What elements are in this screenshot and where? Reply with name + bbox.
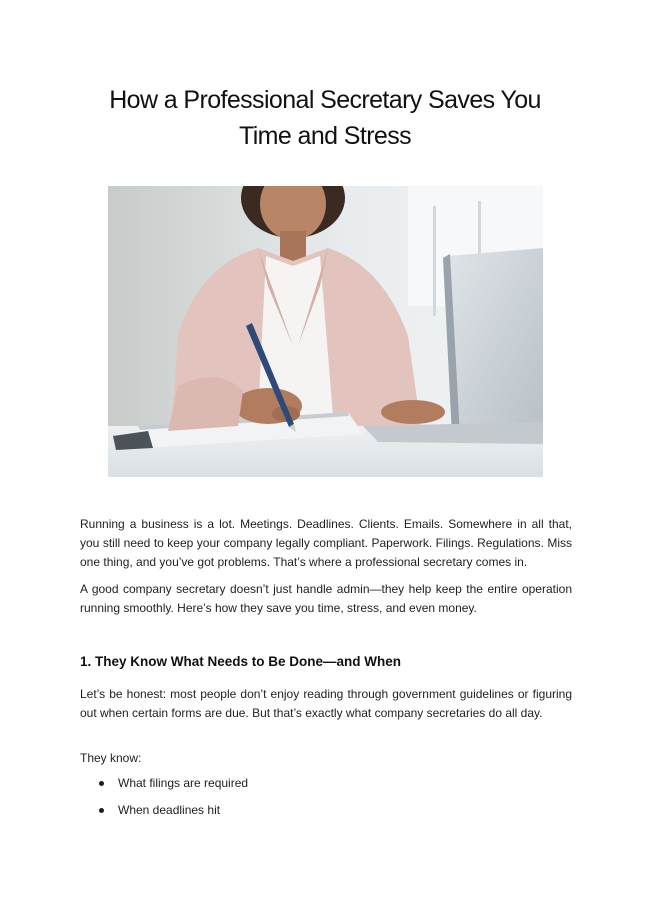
title-line-1: How a Professional Secretary Saves You xyxy=(109,86,541,114)
they-know-label: They know: xyxy=(80,751,142,765)
list-item-text: When deadlines hit xyxy=(118,803,221,817)
they-know-list xyxy=(80,774,248,828)
they-know-block xyxy=(80,749,572,768)
article-title xyxy=(60,82,590,154)
list-item-text: What filings are required xyxy=(118,776,249,790)
hero-photo xyxy=(108,186,543,477)
intro-paragraph: Running a business is a lot. Meetings. Deadlines. Clients. Emails. Somewhere in all that, you still need to keep your company legally compliant. Paperwork. Filings. Regulations. Miss one thing, and you’ve got problems. That’s where a professional secretary comes in. xyxy=(80,517,572,569)
second-paragraph: A good company secretary doesn’t just handle admin—they help keep the entire operation running smoothly. Here’s how they save you time, stress, and even money. xyxy=(80,582,572,615)
intro-paragraph-block xyxy=(80,515,572,572)
list-item xyxy=(80,801,248,828)
list-item xyxy=(80,774,248,801)
title-line-2: Time and Stress xyxy=(238,122,412,150)
section-1-paragraph-block xyxy=(80,685,572,723)
second-paragraph-block xyxy=(80,580,572,618)
bullet-icon xyxy=(99,808,104,813)
section-1-paragraph: Let’s be honest: most people don’t enjoy reading through government guidelines or figuring out when certain forms are due. But that’s exactly what company secretaries do all day. xyxy=(80,687,572,720)
secretary-writing-photo-icon xyxy=(108,186,543,477)
section-1-heading: 1. They Know What Needs to Be Done—and When xyxy=(80,654,402,669)
bullet-icon xyxy=(99,781,104,786)
